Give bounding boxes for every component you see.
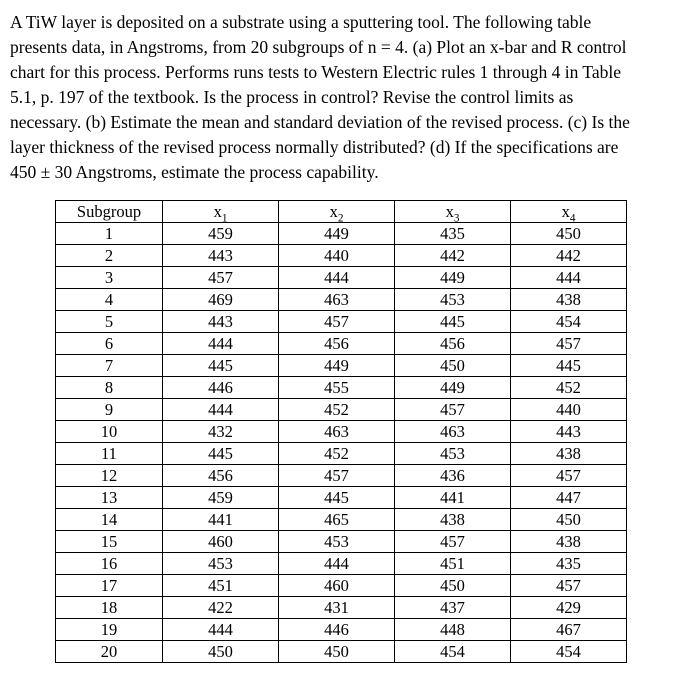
value-cell: 438 <box>511 531 627 553</box>
value-cell: 435 <box>511 553 627 575</box>
header-x3: $x_3$ <box>395 201 511 223</box>
subgroup-cell: 3 <box>56 267 163 289</box>
value-cell: 454 <box>511 641 627 663</box>
value-cell: 445 <box>163 355 279 377</box>
subgroup-cell: 18 <box>56 597 163 619</box>
subgroup-cell: 11 <box>56 443 163 465</box>
problem-text-line: chart for this process. Performs runs tests to Western Electric rules 1 through 4 in Table <box>10 62 622 82</box>
table-row <box>56 289 627 311</box>
value-cell: 444 <box>163 619 279 641</box>
value-cell: 452 <box>279 399 395 421</box>
table-row <box>56 641 627 663</box>
table-row <box>56 553 627 575</box>
problem-text-line: necessary. (b) Estimate the mean and standard deviation of the revised process. (c) Is the <box>10 112 630 132</box>
value-cell: 453 <box>395 289 511 311</box>
value-cell: 457 <box>511 575 627 597</box>
value-cell: 450 <box>511 223 627 245</box>
table-row <box>56 597 627 619</box>
table-row <box>56 399 627 421</box>
value-cell: 432 <box>163 421 279 443</box>
value-cell: 460 <box>163 531 279 553</box>
value-cell: 457 <box>395 531 511 553</box>
problem-text-line: A TiW layer is deposited on a substrate using a sputtering tool. The following table <box>10 12 592 32</box>
value-cell: 443 <box>163 245 279 267</box>
table-row <box>56 421 627 443</box>
subgroup-cell: 16 <box>56 553 163 575</box>
value-cell: 450 <box>511 509 627 531</box>
value-cell: 444 <box>511 267 627 289</box>
value-cell: 440 <box>279 245 395 267</box>
subgroup-cell: 7 <box>56 355 163 377</box>
value-cell: 465 <box>279 509 395 531</box>
value-cell: 449 <box>279 223 395 245</box>
value-cell: 463 <box>395 421 511 443</box>
value-cell: 457 <box>163 267 279 289</box>
value-cell: 443 <box>511 421 627 443</box>
value-cell: 444 <box>163 333 279 355</box>
value-cell: 444 <box>163 399 279 421</box>
problem-text-line: layer thickness of the revised process normally distributed? (d) If the specifications are <box>10 137 619 157</box>
subgroup-cell: 10 <box>56 421 163 443</box>
subgroup-cell: 2 <box>56 245 163 267</box>
subgroup-cell: 12 <box>56 465 163 487</box>
value-cell: 450 <box>163 641 279 663</box>
value-cell: 453 <box>279 531 395 553</box>
value-cell: 456 <box>163 465 279 487</box>
table-row <box>56 311 627 333</box>
value-cell: 449 <box>395 267 511 289</box>
value-cell: 459 <box>163 487 279 509</box>
subgroup-cell: 19 <box>56 619 163 641</box>
value-cell: 445 <box>163 443 279 465</box>
value-cell: 457 <box>279 465 395 487</box>
value-cell: 454 <box>511 311 627 333</box>
subgroup-cell: 6 <box>56 333 163 355</box>
value-cell: 450 <box>395 355 511 377</box>
table-row <box>56 531 627 553</box>
value-cell: 457 <box>395 399 511 421</box>
value-cell: 445 <box>395 311 511 333</box>
header-subgroup: Subgroup <box>56 201 163 223</box>
value-cell: 449 <box>279 355 395 377</box>
value-cell: 429 <box>511 597 627 619</box>
value-cell: 463 <box>279 421 395 443</box>
problem-text-line: presents data, in Angstroms, from 20 subgroups of n = 4. (a) Plot an x-bar and R control <box>10 37 627 57</box>
value-cell: 436 <box>395 465 511 487</box>
value-cell: 422 <box>163 597 279 619</box>
value-cell: 457 <box>279 311 395 333</box>
value-cell: 445 <box>511 355 627 377</box>
value-cell: 447 <box>511 487 627 509</box>
subgroup-cell: 20 <box>56 641 163 663</box>
table-row <box>56 509 627 531</box>
header-x2: $x_2$ <box>279 201 395 223</box>
table-row <box>56 355 627 377</box>
subgroup-data-table <box>55 200 627 663</box>
subgroup-cell: 4 <box>56 289 163 311</box>
value-cell: 463 <box>279 289 395 311</box>
value-cell: 454 <box>395 641 511 663</box>
table-header-row <box>56 201 627 223</box>
table-row <box>56 487 627 509</box>
value-cell: 431 <box>279 597 395 619</box>
value-cell: 459 <box>163 223 279 245</box>
value-cell: 438 <box>395 509 511 531</box>
subgroup-cell: 8 <box>56 377 163 399</box>
value-cell: 453 <box>395 443 511 465</box>
subgroup-cell: 5 <box>56 311 163 333</box>
value-cell: 441 <box>163 509 279 531</box>
subgroup-cell: 9 <box>56 399 163 421</box>
table-row <box>56 443 627 465</box>
table-row <box>56 465 627 487</box>
value-cell: 438 <box>511 443 627 465</box>
problem-statement <box>10 10 686 185</box>
value-cell: 446 <box>279 619 395 641</box>
value-cell: 451 <box>163 575 279 597</box>
value-cell: 444 <box>279 553 395 575</box>
value-cell: 456 <box>395 333 511 355</box>
value-cell: 442 <box>511 245 627 267</box>
header-x1: $x_1$ <box>163 201 279 223</box>
value-cell: 450 <box>395 575 511 597</box>
value-cell: 446 <box>163 377 279 399</box>
value-cell: 448 <box>395 619 511 641</box>
value-cell: 442 <box>395 245 511 267</box>
subgroup-cell: 1 <box>56 223 163 245</box>
value-cell: 453 <box>163 553 279 575</box>
value-cell: 445 <box>279 487 395 509</box>
value-cell: 437 <box>395 597 511 619</box>
subgroup-cell: 14 <box>56 509 163 531</box>
table-row <box>56 245 627 267</box>
value-cell: 443 <box>163 311 279 333</box>
value-cell: 450 <box>279 641 395 663</box>
value-cell: 455 <box>279 377 395 399</box>
table-row <box>56 575 627 597</box>
value-cell: 460 <box>279 575 395 597</box>
value-cell: 469 <box>163 289 279 311</box>
value-cell: 451 <box>395 553 511 575</box>
problem-text-line: 5.1, p. 197 of the textbook. Is the process in control? Revise the control limits as <box>10 87 574 107</box>
value-cell: 457 <box>511 333 627 355</box>
value-cell: 440 <box>511 399 627 421</box>
value-cell: 467 <box>511 619 627 641</box>
value-cell: 441 <box>395 487 511 509</box>
table-body <box>56 223 627 663</box>
header-x4: $x_4$ <box>511 201 627 223</box>
table-row <box>56 619 627 641</box>
table-row <box>56 333 627 355</box>
table-row <box>56 377 627 399</box>
value-cell: 435 <box>395 223 511 245</box>
value-cell: 444 <box>279 267 395 289</box>
value-cell: 449 <box>395 377 511 399</box>
value-cell: 456 <box>279 333 395 355</box>
table-row <box>56 223 627 245</box>
subgroup-cell: 15 <box>56 531 163 553</box>
value-cell: 452 <box>511 377 627 399</box>
value-cell: 438 <box>511 289 627 311</box>
value-cell: 452 <box>279 443 395 465</box>
problem-text-line: 450 ± 30 Angstroms, estimate the process capability. <box>10 162 379 182</box>
table-row <box>56 267 627 289</box>
subgroup-cell: 13 <box>56 487 163 509</box>
value-cell: 457 <box>511 465 627 487</box>
subgroup-cell: 17 <box>56 575 163 597</box>
